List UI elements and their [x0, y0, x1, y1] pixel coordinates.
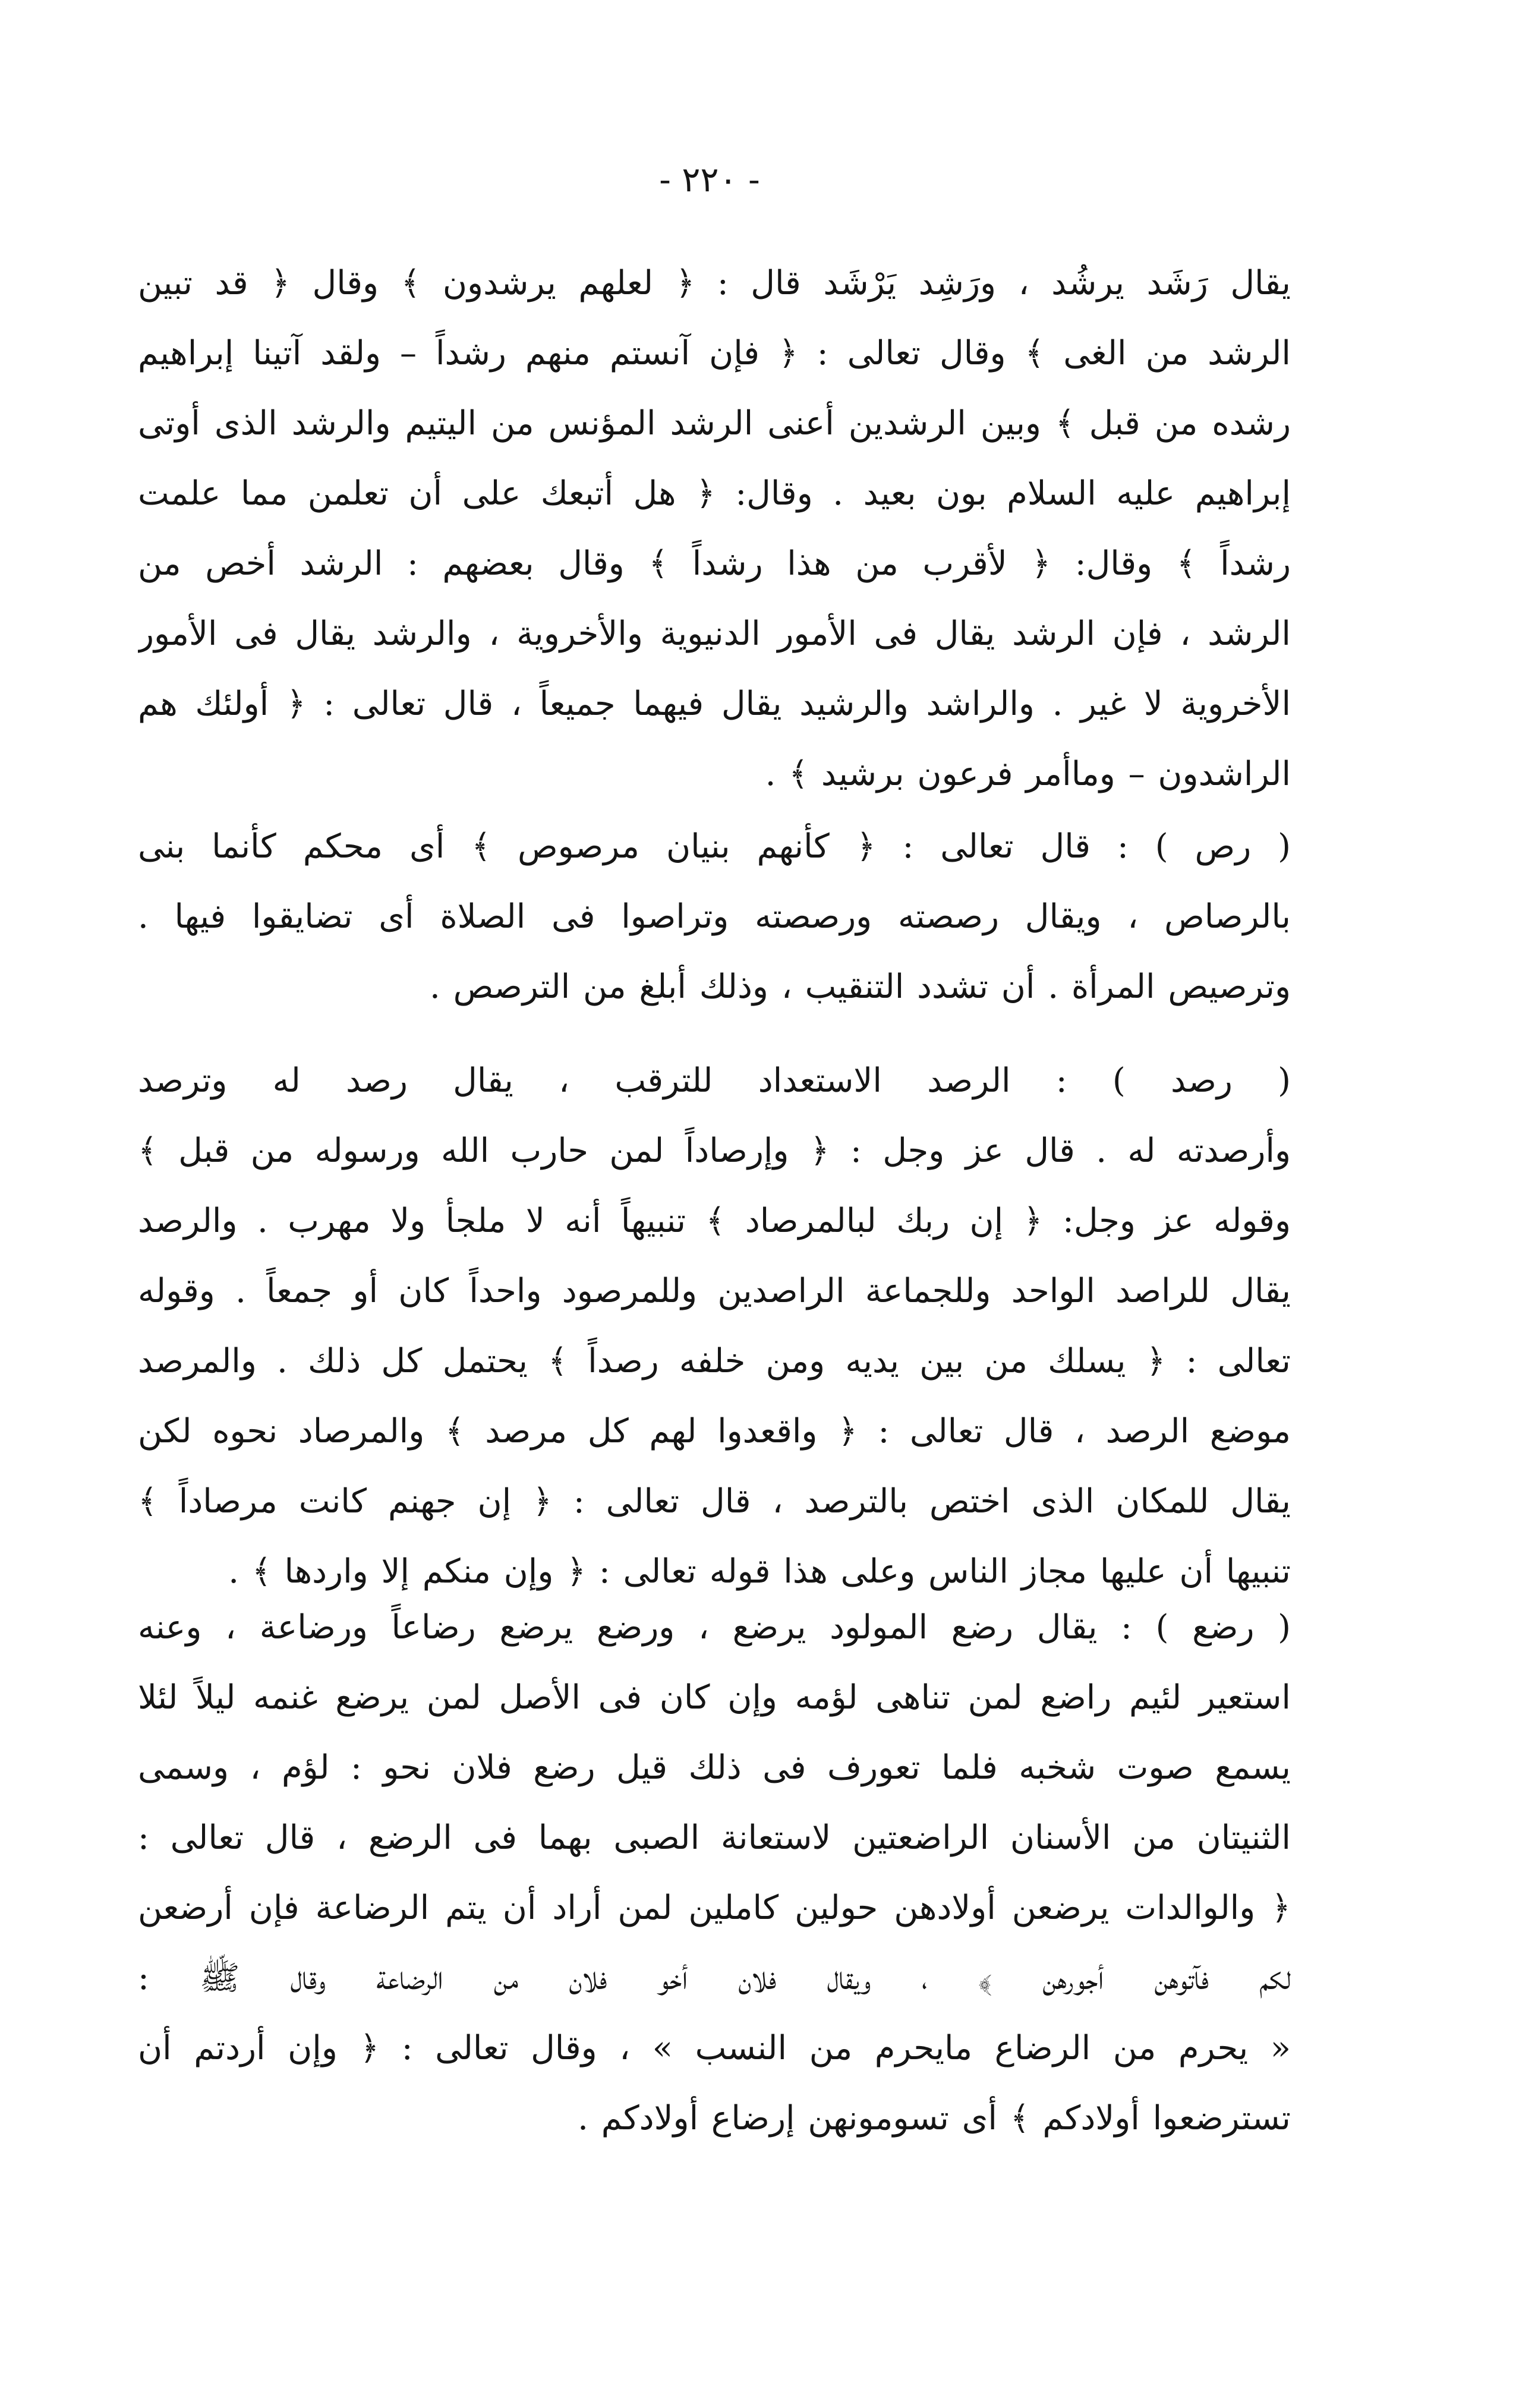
text-line: وأرصدته له . قال عز وجل : ﴿ وإرصاداً لمن حارب الله ورسوله من قبل ﴾	[138, 1131, 1291, 1170]
text-line: تسترضعوا أولادكم ﴾ أى تسومونهن إرضاع أولادكم .	[578, 2099, 1291, 2138]
text-line: الأخروية لا غير . والراشد والرشيد يقال فيهما جميعاً ، قال تعالى : ﴿ أولئك هم	[138, 685, 1291, 723]
paragraph-rasad	[138, 1046, 1291, 1607]
text-line: وترصيص المرأة . أن تشدد التنقيب ، وذلك أبلغ من الترصص .	[430, 967, 1291, 1006]
text-line: إبراهيم عليه السلام بون بعيد . وقال: ﴿ هل أتبعك على أن تعلمن مما علمت	[138, 474, 1291, 513]
text-line: لكم فآتوهن أجورهن ﴾ ، ويقال فلان أخو فلان من الرضاعة وقال ﷺ :	[138, 1959, 1291, 1997]
text-line: تنبيها أن عليها مجاز الناس وعلى هذا قوله تعالى : ﴿ وإن منكم إلا واردها ﴾ .	[228, 1552, 1291, 1591]
paragraph-rass	[138, 812, 1291, 1022]
text-line: « يحرم من الرضاع مايحرم من النسب » ، وقال تعالى : ﴿ وإن أردتم أن	[138, 2029, 1291, 2067]
text-line: الرشد من الغى ﴾ وقال تعالى : ﴿ فإن آنستم منهم رشداً – ولقد آتينا إبراهيم	[138, 334, 1291, 373]
text-line: يسمع صوت شخبه فلما تعورف فى ذلك قيل رضع فلان نحو : لؤم ، وسمى	[138, 1748, 1291, 1787]
text-line: الثنيتان من الأسنان الراضعتين لاستعانة الصبى بهما فى الرضع ، قال تعالى :	[138, 1818, 1291, 1857]
text-line: ( رص ) : قال تعالى : ﴿ كأنهم بنيان مرصوص ﴾ أى محكم كأنما بنى	[138, 827, 1291, 866]
text-line: رشده من قبل ﴾ وبين الرشدين أعنى الرشد المؤنس من اليتيم والرشد الذى أوتى	[138, 404, 1291, 443]
text-line: الرشد ، فإن الرشد يقال فى الأمور الدنيوية والأخروية ، والرشد يقال فى الأمور	[138, 614, 1291, 653]
text-line: استعير لئيم راضع لمن تناهى لؤمه وإن كان فى الأصل لمن يرضع غنمه ليلاً لئلا	[138, 1678, 1291, 1717]
text-line: يقال للمكان الذى اختص بالترصد ، قال تعالى : ﴿ إن جهنم كانت مرصاداً ﴾	[138, 1482, 1291, 1521]
paragraph-rada	[138, 1593, 1291, 2154]
text-line: ( رصد ) : الرصد الاستعداد للترقب ، يقال رصد له وترصد	[138, 1061, 1291, 1100]
text-line: تعالى : ﴿ يسلك من بين يديه ومن خلفه رصداً ﴾ يحتمل كل ذلك . والمرصد	[138, 1342, 1291, 1380]
text-line: يقال رَشَد يرشُد ، ورَشِد يَرْشَد قال : ﴿ لعلهم يرشدون ﴾ وقال ﴿ قد تبين	[138, 264, 1291, 302]
text-line: ﴿ والوالدات يرضعن أولادهن حولين كاملين لمن أراد أن يتم الرضاعة فإن أرضعن	[138, 1889, 1291, 1927]
text-line: ( رضع ) : يقال رضع المولود يرضع ، ورضع يرضع رضاعاً ورضاعة ، وعنه	[138, 1608, 1291, 1647]
text-line: يقال للراصد الواحد وللجماعة الراصدين وللمرصود واحداً كان أو جمعاً . وقوله	[138, 1272, 1291, 1310]
text-line: موضع الرصد ، قال تعالى : ﴿ واقعدوا لهم كل مرصد ﴾ والمرصاد نحوه لكن	[138, 1412, 1291, 1451]
page-number: - ٢٢٠ -	[659, 159, 760, 200]
text-line: وقوله عز وجل: ﴿ إن ربك لبالمرصاد ﴾ تنبيهاً أنه لا ملجأ ولا مهرب . والرصد	[138, 1202, 1291, 1240]
paragraph-rushd	[138, 248, 1291, 809]
text-line: بالرصاص ، ويقال رصصته ورصصته وتراصوا فى الصلاة أى تضايقوا فيها .	[138, 897, 1291, 936]
text-line: رشداً ﴾ وقال: ﴿ لأقرب من هذا رشداً ﴾ وقال بعضهم : الرشد أخص من	[138, 544, 1291, 583]
text-line: الراشدون – وماأمر فرعون برشيد ﴾ .	[765, 755, 1291, 793]
